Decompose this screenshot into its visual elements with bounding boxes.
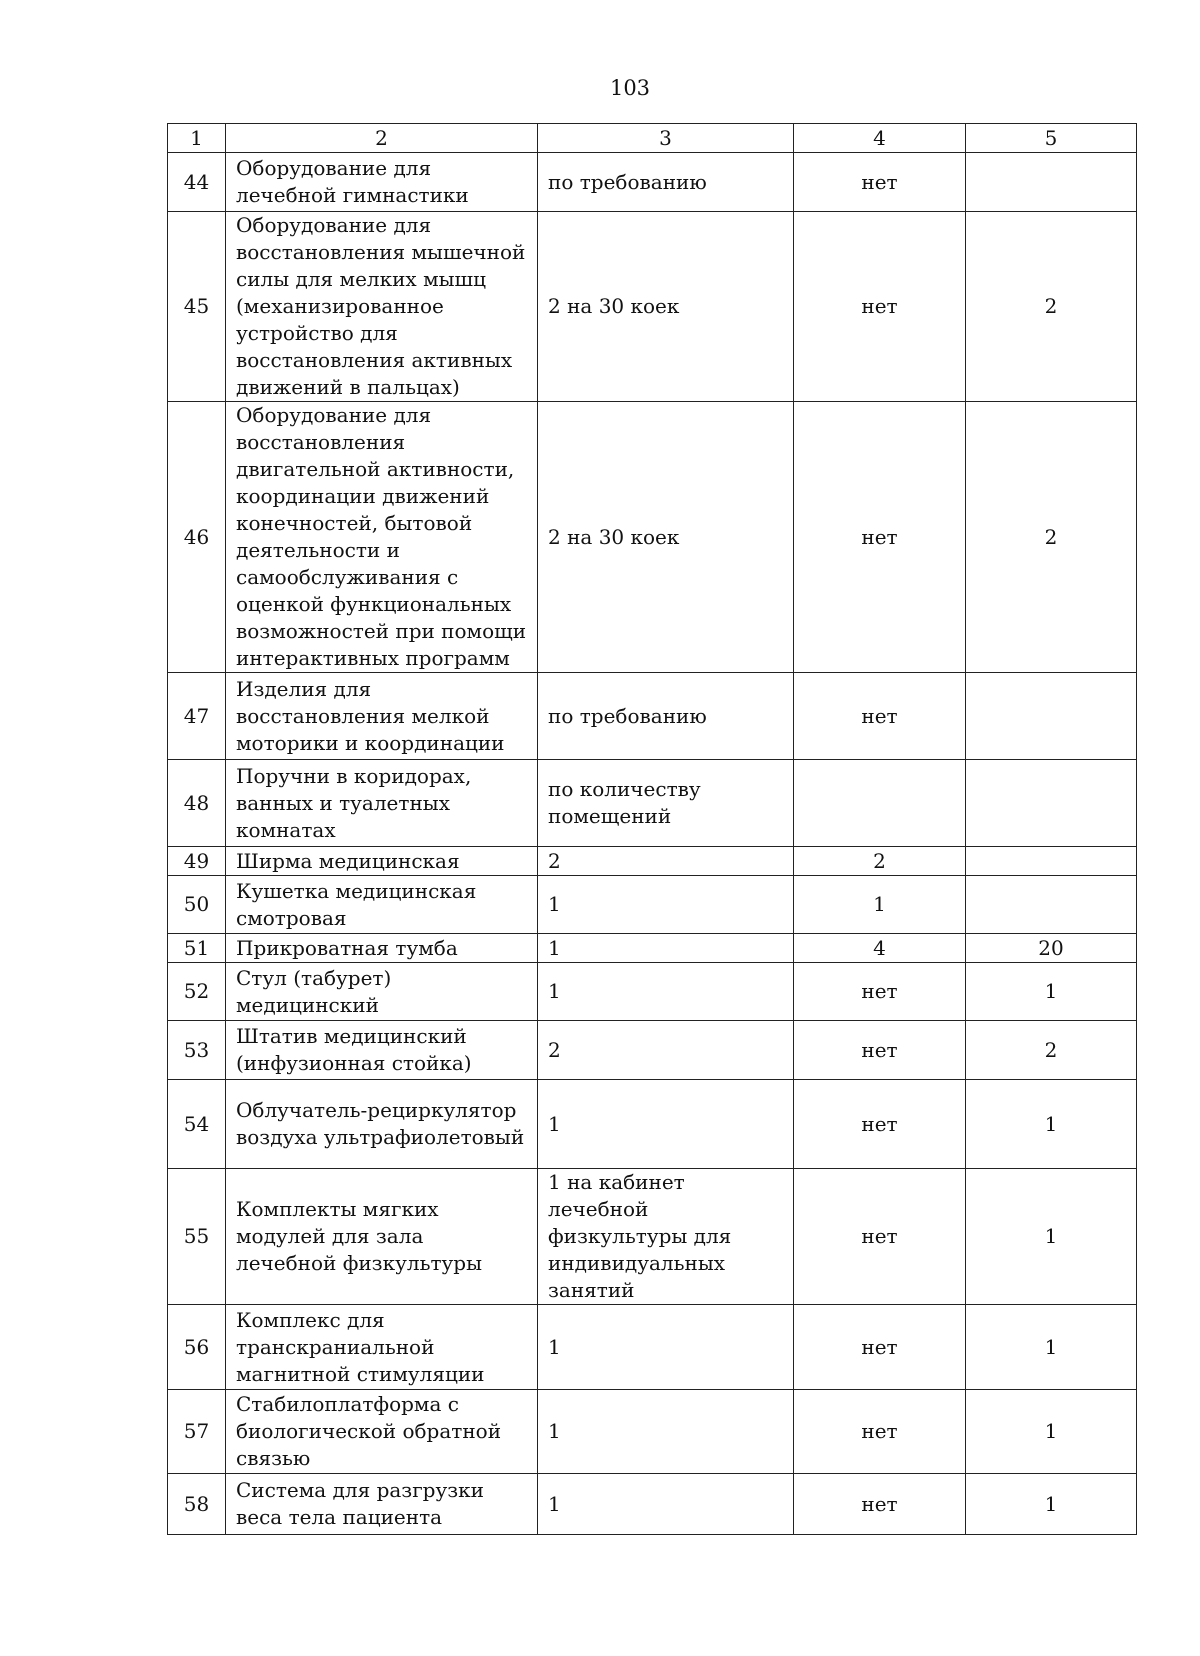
quantity-column-5 <box>966 153 1137 212</box>
required-quantity: 2 <box>538 847 794 876</box>
quantity-column-5: 1 <box>966 1474 1137 1535</box>
row-number: 48 <box>168 760 226 847</box>
required-quantity: 2 <box>538 1021 794 1080</box>
quantity-column-4 <box>794 760 966 847</box>
table-row <box>168 1305 1137 1390</box>
required-quantity: 1 на кабинет лечебной физкультуры для индивидуальных занятий <box>538 1169 794 1305</box>
quantity-column-5 <box>966 847 1137 876</box>
row-number: 54 <box>168 1080 226 1169</box>
table-header-row <box>168 124 1137 153</box>
equipment-table <box>167 123 1137 1535</box>
quantity-column-4: нет <box>794 212 966 402</box>
page-number: 103 <box>609 76 651 100</box>
table-body <box>168 124 1137 1535</box>
quantity-column-5: 1 <box>966 963 1137 1021</box>
quantity-column-5: 1 <box>966 1080 1137 1169</box>
equipment-name: Оборудование для восстановления двигательной активности, координации движений конечностей, бытовой деятельности и самообслуживания с оценкой функциональных возможностей при помощи интерактивных программ <box>226 402 538 673</box>
equipment-name: Облучатель-рециркулятор воздуха ультрафиолетовый <box>226 1080 538 1169</box>
quantity-column-5: 2 <box>966 212 1137 402</box>
equipment-name: Изделия для восстановления мелкой моторики и координации <box>226 673 538 760</box>
table-row <box>168 212 1137 402</box>
equipment-name: Ширма медицинская <box>226 847 538 876</box>
row-number: 49 <box>168 847 226 876</box>
quantity-column-5: 1 <box>966 1390 1137 1474</box>
table-row <box>168 1474 1137 1535</box>
equipment-name: Кушетка медицинская смотровая <box>226 876 538 934</box>
quantity-column-5 <box>966 673 1137 760</box>
equipment-name: Система для разгрузки веса тела пациента <box>226 1474 538 1535</box>
row-number: 55 <box>168 1169 226 1305</box>
row-number: 53 <box>168 1021 226 1080</box>
quantity-column-4: нет <box>794 1305 966 1390</box>
required-quantity: по требованию <box>538 153 794 212</box>
quantity-column-5: 1 <box>966 1305 1137 1390</box>
header-col-3: 3 <box>538 124 794 153</box>
quantity-column-5: 20 <box>966 934 1137 963</box>
equipment-name: Стул (табурет) медицинский <box>226 963 538 1021</box>
table-row <box>168 1169 1137 1305</box>
equipment-name: Оборудование для лечебной гимнастики <box>226 153 538 212</box>
quantity-column-4: нет <box>794 1474 966 1535</box>
header-col-1: 1 <box>168 124 226 153</box>
required-quantity: 1 <box>538 1305 794 1390</box>
required-quantity: 1 <box>538 1080 794 1169</box>
quantity-column-5: 2 <box>966 1021 1137 1080</box>
equipment-name: Штатив медицинский (инфузионная стойка) <box>226 1021 538 1080</box>
required-quantity: 1 <box>538 963 794 1021</box>
equipment-name: Оборудование для восстановления мышечной силы для мелких мышц (механизированное устройство для восстановления активных движений в пальцах) <box>226 212 538 402</box>
table-row <box>168 402 1137 673</box>
quantity-column-4: 2 <box>794 847 966 876</box>
row-number: 44 <box>168 153 226 212</box>
quantity-column-4: нет <box>794 1021 966 1080</box>
required-quantity: 1 <box>538 934 794 963</box>
row-number: 51 <box>168 934 226 963</box>
table-row <box>168 153 1137 212</box>
required-quantity: 2 на 30 коек <box>538 212 794 402</box>
header-col-5: 5 <box>966 124 1137 153</box>
required-quantity: 1 <box>538 1474 794 1535</box>
row-number: 57 <box>168 1390 226 1474</box>
quantity-column-5: 1 <box>966 1169 1137 1305</box>
equipment-name: Поручни в коридорах, ванных и туалетных комнатах <box>226 760 538 847</box>
required-quantity: 1 <box>538 876 794 934</box>
quantity-column-4: нет <box>794 1169 966 1305</box>
quantity-column-4: нет <box>794 673 966 760</box>
equipment-name: Прикроватная тумба <box>226 934 538 963</box>
quantity-column-4: нет <box>794 1390 966 1474</box>
quantity-column-4: 1 <box>794 876 966 934</box>
table-row <box>168 760 1137 847</box>
table-row <box>168 1021 1137 1080</box>
table-row <box>168 1390 1137 1474</box>
table-row <box>168 1080 1137 1169</box>
required-quantity: 1 <box>538 1390 794 1474</box>
equipment-name: Комплекс для транскраниальной магнитной стимуляции <box>226 1305 538 1390</box>
quantity-column-5 <box>966 876 1137 934</box>
table-row <box>168 876 1137 934</box>
equipment-name: Стабилоплатформа с биологической обратной связью <box>226 1390 538 1474</box>
quantity-column-4: 4 <box>794 934 966 963</box>
quantity-column-4: нет <box>794 963 966 1021</box>
quantity-column-4: нет <box>794 1080 966 1169</box>
table-row <box>168 934 1137 963</box>
quantity-column-4: нет <box>794 402 966 673</box>
row-number: 46 <box>168 402 226 673</box>
quantity-column-4: нет <box>794 153 966 212</box>
row-number: 45 <box>168 212 226 402</box>
row-number: 56 <box>168 1305 226 1390</box>
table-row <box>168 963 1137 1021</box>
table-row <box>168 673 1137 760</box>
row-number: 52 <box>168 963 226 1021</box>
header-col-4: 4 <box>794 124 966 153</box>
quantity-column-5 <box>966 760 1137 847</box>
row-number: 50 <box>168 876 226 934</box>
required-quantity: по требованию <box>538 673 794 760</box>
row-number: 47 <box>168 673 226 760</box>
row-number: 58 <box>168 1474 226 1535</box>
table-row <box>168 847 1137 876</box>
required-quantity: по количеству помещений <box>538 760 794 847</box>
required-quantity: 2 на 30 коек <box>538 402 794 673</box>
equipment-name: Комплекты мягких модулей для зала лечебной физкультуры <box>226 1169 538 1305</box>
header-col-2: 2 <box>226 124 538 153</box>
quantity-column-5: 2 <box>966 402 1137 673</box>
